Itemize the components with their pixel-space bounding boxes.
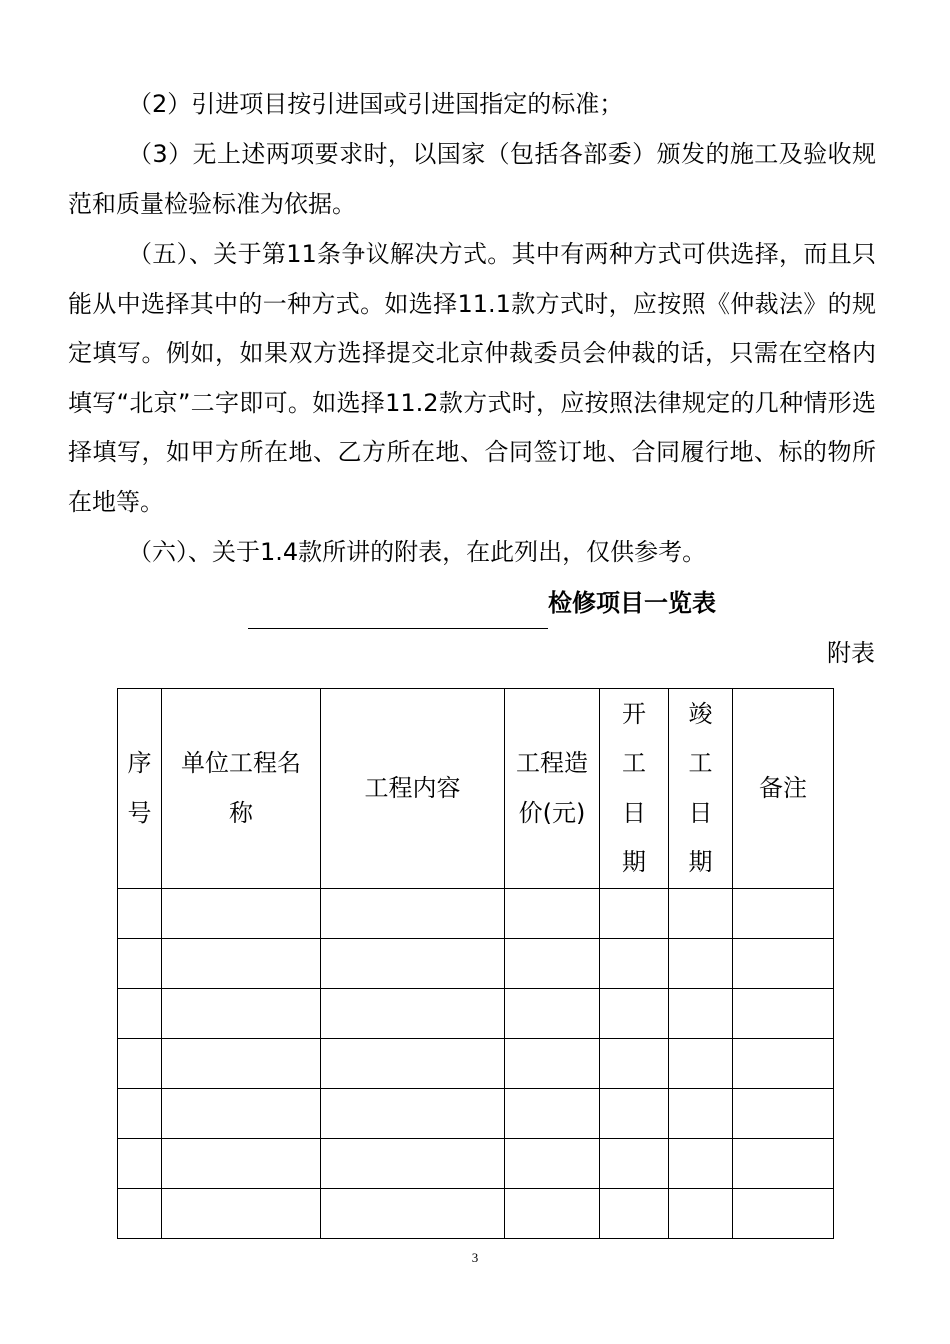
table-cell [118,989,162,1039]
table-cell [733,1039,834,1089]
table-row [118,1039,834,1089]
table-body [118,889,834,1239]
header-cost: 工程造价(元) [505,689,600,889]
table-cell [600,1089,669,1139]
table-cell [669,1039,733,1089]
table-cell [600,939,669,989]
page-number: 3 [471,1250,479,1265]
table-cell [505,1189,600,1239]
table-cell [669,1189,733,1239]
table-cell [669,1139,733,1189]
table-row [118,1189,834,1239]
table-cell [321,1039,505,1089]
table-cell [118,939,162,989]
header-seq: 序号 [118,689,162,889]
header-start-date: 开工日期 [600,689,669,889]
table-cell [162,1139,321,1189]
table-cell [733,989,834,1039]
table-cell [162,989,321,1039]
table-cell [321,1089,505,1139]
paragraph-appendix-note: （六）、关于1.4款所讲的附表，在此列出，仅供参考。 [128,538,707,566]
table-cell [733,1189,834,1239]
table-cell [733,1089,834,1139]
header-content: 工程内容 [321,689,505,889]
table-title: 检修项目一览表 [548,589,716,617]
table-cell [669,939,733,989]
paragraph-standard-3: （3）无上述两项要求时，以国家（包括各部委）颁发的施工及验收规范和质量检验标准为依据。 [68,140,876,218]
table-cell [669,1089,733,1139]
table-cell [162,889,321,939]
table-row [118,989,834,1039]
paragraph-standard-2: （2）引进项目按引进国或引进国指定的标准； [128,90,624,118]
appendix-label: 附表 [827,639,875,667]
table-cell [505,989,600,1039]
table-cell [505,1039,600,1089]
table-cell [118,1039,162,1089]
header-unit-name: 单位工程名称 [162,689,321,889]
table-cell [600,1039,669,1089]
table-cell [733,1139,834,1189]
table-cell [118,889,162,939]
table-row [118,1139,834,1189]
header-remarks: 备注 [733,689,834,889]
table-cell [321,1139,505,1189]
table-cell [600,989,669,1039]
table-cell [505,889,600,939]
table-cell [321,989,505,1039]
table-cell [162,1089,321,1139]
table-cell [162,939,321,989]
table-cell [118,1139,162,1189]
table-cell [118,1189,162,1239]
table-cell [600,1139,669,1189]
table-header-row [118,689,834,889]
maintenance-project-table [117,688,834,1239]
table-cell [321,889,505,939]
table-cell [733,939,834,989]
table-cell [669,889,733,939]
table-cell [733,889,834,939]
title-underline [248,628,548,629]
table-cell [321,1189,505,1239]
table-cell [321,939,505,989]
table-cell [669,989,733,1039]
table-cell [600,1189,669,1239]
table-cell [162,1189,321,1239]
table-row [118,939,834,989]
table-cell [162,1039,321,1089]
table-row [118,889,834,939]
table-cell [505,939,600,989]
table-cell [505,1139,600,1189]
table-cell [118,1089,162,1139]
header-end-date: 竣工日期 [669,689,733,889]
table-row [118,1089,834,1139]
table-cell [600,889,669,939]
table-cell [505,1089,600,1139]
paragraph-dispute-resolution: （五）、关于第11条争议解决方式。其中有两种方式可供选择，而且只能从中选择其中的一种方式。如选择11.1款方式时，应按照《仲裁法》的规定填写。例如，如果双方选择提交北京仲裁委员会仲裁的话，只需在空格内填写“北京”二字即可。如选择11.2款方式时，应按照法律规定的几种情形选择填写，如甲方所在地、乙方所在地、合同签订地、合同履行地、标的物所在地等。 [68,240,876,516]
